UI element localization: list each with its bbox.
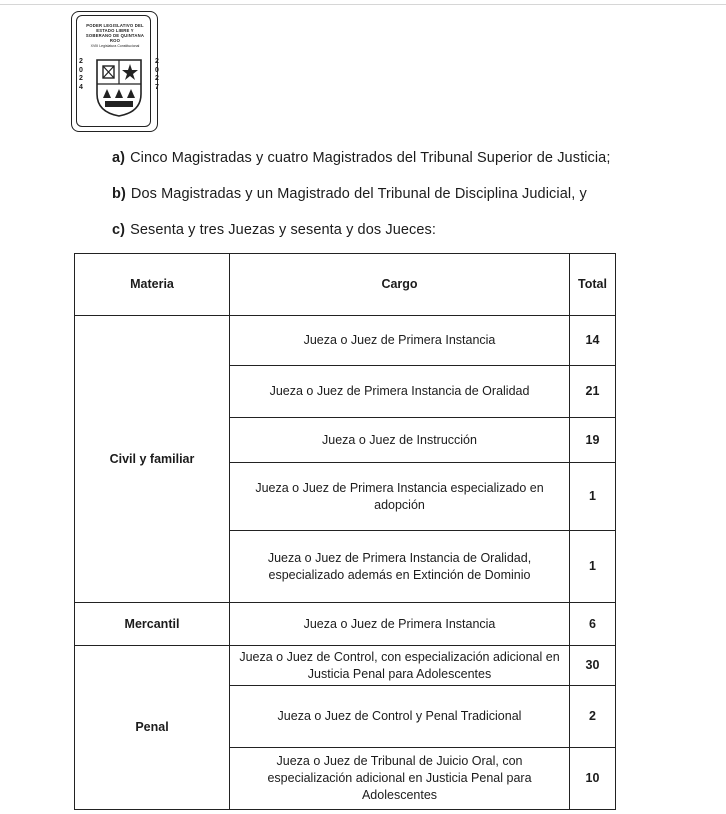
materia-cell: Civil y familiar bbox=[75, 316, 230, 603]
seal-inner-frame bbox=[76, 15, 159, 127]
header-cargo: Cargo bbox=[230, 254, 570, 316]
total-cell: 21 bbox=[570, 366, 616, 418]
table-header-row bbox=[75, 254, 616, 316]
header-total: Total bbox=[570, 254, 616, 316]
cargo-cell: Jueza o Juez de Control y Penal Tradicional bbox=[230, 686, 570, 748]
seal-title: PODER LEGISLATIVO DEL ESTADO LIBRE Y SOBERANO DE QUINTANA ROO bbox=[85, 23, 145, 43]
list-item-label: c) bbox=[112, 222, 126, 238]
total-cell: 6 bbox=[570, 603, 616, 646]
seal-years-right: 2 0 2 7 bbox=[155, 58, 159, 91]
list-item-b bbox=[112, 186, 587, 202]
cargo-cell: Jueza o Juez de Primera Instancia especializado en adopción bbox=[230, 463, 570, 531]
list-item-label: b) bbox=[112, 186, 126, 202]
list-item-label: a) bbox=[112, 150, 126, 166]
list-item-text: Dos Magistradas y un Magistrado del Tribunal de Disciplina Judicial, y bbox=[130, 186, 587, 202]
legislature-seal bbox=[71, 11, 158, 132]
cargo-cell: Jueza o Juez de Primera Instancia bbox=[230, 603, 570, 646]
seal-years-left: 2 0 2 4 bbox=[79, 58, 83, 91]
judges-table bbox=[74, 253, 616, 810]
page-top-rule bbox=[0, 4, 726, 5]
cargo-cell: Jueza o Juez de Primera Instancia de Oralidad bbox=[230, 366, 570, 418]
cargo-cell: Jueza o Juez de Primera Instancia bbox=[230, 316, 570, 366]
coat-of-arms-icon bbox=[93, 54, 145, 118]
total-cell: 2 bbox=[570, 686, 616, 748]
cargo-cell: Jueza o Juez de Control, con especialización adicional en Justicia Penal para Adolescentes bbox=[230, 646, 570, 686]
cargo-cell: Jueza o Juez de Instrucción bbox=[230, 418, 570, 463]
table-row bbox=[75, 646, 616, 686]
total-cell: 10 bbox=[570, 748, 616, 810]
total-cell: 14 bbox=[570, 316, 616, 366]
cargo-cell: Jueza o Juez de Tribunal de Juicio Oral, con especialización adicional en Justicia Penal para Adolescentes bbox=[230, 748, 570, 810]
materia-cell: Mercantil bbox=[75, 603, 230, 646]
materia-cell: Penal bbox=[75, 646, 230, 810]
list-item-a bbox=[112, 150, 610, 166]
seal-subtitle: XVIII Legislatura Constitucional bbox=[90, 44, 140, 48]
table-row bbox=[75, 316, 616, 366]
list-item-text: Cinco Magistradas y cuatro Magistrados del Tribunal Superior de Justicia; bbox=[130, 150, 611, 166]
total-cell: 19 bbox=[570, 418, 616, 463]
total-cell: 1 bbox=[570, 531, 616, 603]
header-materia: Materia bbox=[75, 254, 230, 316]
total-cell: 1 bbox=[570, 463, 616, 531]
table-row bbox=[75, 603, 616, 646]
total-cell: 30 bbox=[570, 646, 616, 686]
list-item-text: Sesenta y tres Juezas y sesenta y dos Jueces: bbox=[130, 222, 437, 238]
cargo-cell: Jueza o Juez de Primera Instancia de Oralidad, especializado además en Extinción de Dominio bbox=[230, 531, 570, 603]
list-item-c bbox=[112, 222, 436, 238]
